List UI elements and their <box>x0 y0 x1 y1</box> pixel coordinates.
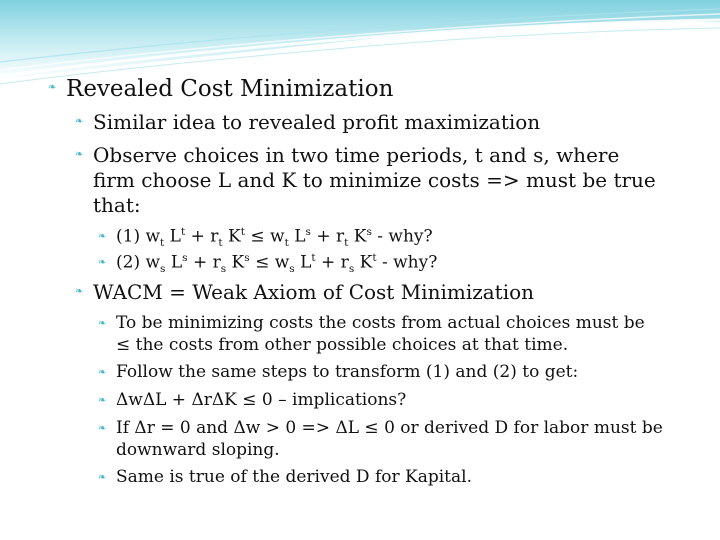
inequality-2: ❧ (2) $w_s$ $L^s + r_s$ $K^s \le w_s$ $L^t + r_s$ $K^t$ - why? <box>98 252 438 276</box>
swirl-bullet-icon: ❧ <box>75 285 84 297</box>
point-similar-idea: ❧ Similar idea to revealed profit maximization <box>75 110 541 134</box>
wacm-point-4: ❧ If Δr = 0 and Δw > 0 => ΔL ≤ 0 or derived D for labor must be <box>98 418 663 438</box>
swirl-bullet-icon: ❧ <box>98 231 107 242</box>
swirl-bullet-icon: ❧ <box>48 82 57 93</box>
inequality-1: ❧ (1) $w_t$ $L^t + r_t$ $K^t \le w_t$ $L^s + r_t$ $K^s$ - why? <box>98 226 433 250</box>
point-observe-choices: ❧ Observe choices in two time periods, t and s, where <box>75 143 620 167</box>
wacm-point-3: ❧ ΔwΔL + ΔrΔK ≤ 0 – implications? <box>98 390 407 410</box>
wacm-point-4-line2: downward sloping. <box>116 440 280 460</box>
swirl-bullet-icon: ❧ <box>75 115 84 127</box>
wacm-point-1-line2: ≤ the costs from other possible choices at that time. <box>116 335 569 355</box>
point-observe-choices-line3: that: <box>93 193 141 217</box>
slide-title <box>48 76 394 104</box>
swirl-bullet-icon: ❧ <box>98 367 107 378</box>
swirl-bullet-icon: ❧ <box>98 318 107 329</box>
wacm-point-1: ❧ To be minimizing costs the costs from actual choices must be <box>98 313 645 333</box>
swirl-bullet-icon: ❧ <box>98 423 107 434</box>
slide-title-text: Revealed Cost Minimization <box>66 76 394 102</box>
swirl-bullet-icon: ❧ <box>98 395 107 406</box>
point-wacm: ❧ WACM = Weak Axiom of Cost Minimization <box>75 280 535 304</box>
swirl-bullet-icon: ❧ <box>98 257 107 268</box>
swirl-bullet-icon: ❧ <box>75 148 84 160</box>
wacm-point-5: ❧ Same is true of the derived D for Kapital. <box>98 467 472 487</box>
point-observe-choices-line2: firm choose L and K to minimize costs => must be true <box>93 168 656 192</box>
wacm-point-2: ❧ Follow the same steps to transform (1) and (2) to get: <box>98 362 579 382</box>
swirl-bullet-icon: ❧ <box>98 472 107 483</box>
